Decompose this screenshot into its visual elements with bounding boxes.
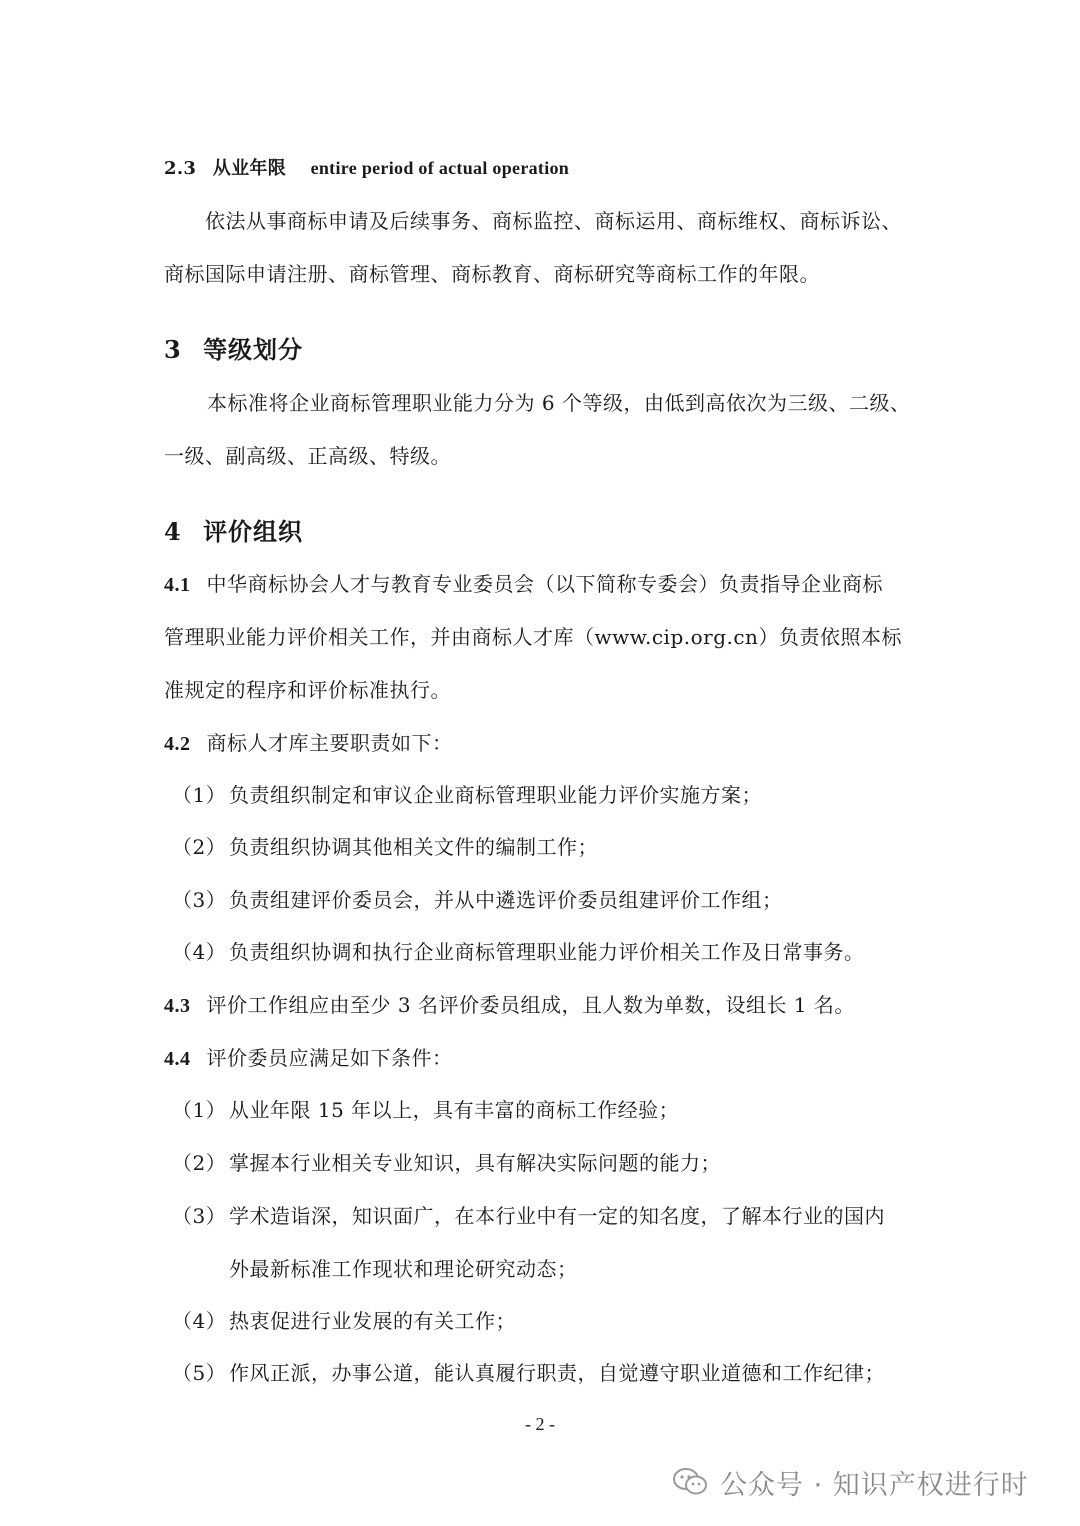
section-number: 2.3 <box>164 158 197 179</box>
list-marker: （3） <box>172 1204 227 1228</box>
section-4-heading <box>164 512 303 547</box>
clause-4-3 <box>164 989 855 1018</box>
list-item <box>0 936 1080 964</box>
list-item <box>0 779 1080 807</box>
section-3-heading <box>164 330 303 365</box>
section-title: 等级划分 <box>203 335 304 364</box>
list-marker: （1） <box>172 1098 227 1122</box>
paragraph-line: 一级、副高级、正高级、特级。 <box>164 444 451 468</box>
clause-number: 4.3 <box>164 995 191 1017</box>
list-item <box>0 1357 1080 1385</box>
list-item-text: 负责组织制定和审议企业商标管理职业能力评价实施方案； <box>229 783 762 807</box>
list-marker: （4） <box>172 940 227 964</box>
list-item-text: 负责组织协调其他相关文件的编制工作； <box>229 835 598 859</box>
paragraph-line: 管理职业能力评价相关工作，并由商标人才库（www.cip.org.cn）负责依照本标 <box>164 625 902 649</box>
list-item-text: 负责组织协调和执行企业商标管理职业能力评价相关工作及日常事务。 <box>229 940 865 964</box>
list-item-text: 热衷促进行业发展的有关工作； <box>229 1309 516 1333</box>
clause-4-4 <box>164 1042 453 1071</box>
list-item-text: 掌握本行业相关专业知识，具有解决实际问题的能力； <box>229 1151 721 1175</box>
section-title: 评价组织 <box>203 517 304 546</box>
list-item-text: 作风正派，办事公道，能认真履行职责，自觉遵守职业道德和工作纪律； <box>229 1361 885 1385</box>
clause-text: 中华商标协会人才与教育专业委员会（以下简称专委会）负责指导企业商标 <box>206 572 883 596</box>
clause-text: 商标人才库主要职责如下： <box>206 731 453 755</box>
list-item <box>0 1147 1080 1175</box>
list-item <box>0 1305 1080 1333</box>
list-marker: （2） <box>172 835 227 859</box>
list-item-text: 负责组建评价委员会，并从中遴选评价委员组建评价工作组； <box>229 888 783 912</box>
list-item <box>0 831 1080 859</box>
section-title-en: entire period of actual operation <box>310 158 570 178</box>
clause-number: 4.2 <box>164 733 191 755</box>
section-2-3-heading <box>164 154 569 180</box>
watermark-text: 公众号 · 知识产权进行时 <box>720 1469 1029 1501</box>
list-marker: （3） <box>172 888 227 912</box>
paragraph-line: 准规定的程序和评价标准执行。 <box>164 678 451 702</box>
clause-text: 评价委员应满足如下条件： <box>206 1046 453 1070</box>
clause-4-2 <box>164 727 453 756</box>
list-item <box>0 1200 1080 1228</box>
watermark <box>672 1462 1029 1502</box>
list-item-text: 学术造诣深，知识面广，在本行业中有一定的知名度，了解本行业的国内 <box>229 1204 885 1228</box>
page-number: - 2 - <box>525 1414 555 1434</box>
clause-number: 4.1 <box>164 574 191 596</box>
wechat-icon <box>672 1467 708 1497</box>
clause-text: 评价工作组应由至少 3 名评价委员组成，且人数为单数，设组长 1 名。 <box>206 993 855 1017</box>
section-number: 3 <box>164 335 182 364</box>
list-item <box>0 1094 1080 1122</box>
clause-number: 4.4 <box>164 1048 191 1070</box>
section-title: 从业年限 <box>212 158 286 179</box>
list-marker: （4） <box>172 1309 227 1333</box>
section-number: 4 <box>164 517 182 546</box>
list-marker: （1） <box>172 783 227 807</box>
paragraph-line: 商标国际申请注册、商标管理、商标教育、商标研究等商标工作的年限。 <box>164 262 820 286</box>
list-item-text: 从业年限 15 年以上，具有丰富的商标工作经验； <box>229 1098 680 1122</box>
list-marker: （2） <box>172 1151 227 1175</box>
list-item <box>0 884 1080 912</box>
list-item-continuation: 外最新标准工作现状和理论研究动态； <box>229 1257 578 1281</box>
clause-4-1 <box>164 568 883 597</box>
list-marker: （5） <box>172 1361 227 1385</box>
paragraph-line: 本标准将企业商标管理职业能力分为 6 个等级，由低到高依次为三级、二级、 <box>207 391 911 415</box>
paragraph-line: 依法从事商标申请及后续事务、商标监控、商标运用、商标维权、商标诉讼、 <box>205 209 902 233</box>
